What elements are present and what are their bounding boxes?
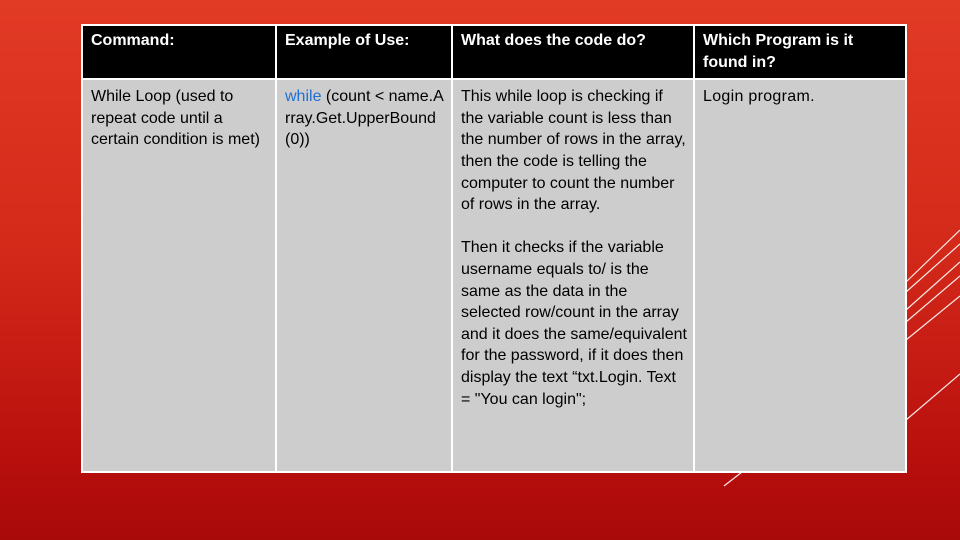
table-row: [82, 79, 906, 472]
description-paragraph-1: This while loop is checking if the variable count is less than the number of rows in the array, then the code is telling the computer to count the number of rows in the array.: [461, 88, 686, 214]
header-which-program: Which Program is it found in?: [694, 25, 906, 79]
cell-command: While Loop (used to repeat code until a certain condition is met): [82, 79, 276, 472]
cell-example-of-use: [276, 79, 452, 472]
table-header-row: [82, 25, 906, 79]
code-keyword: while: [285, 88, 322, 106]
header-command: Command:: [82, 25, 276, 79]
command-table: [81, 24, 907, 473]
description-paragraph-2: Then it checks if the variable username equals to/ is the same as the data in the selected row/count in the array and it does the same/equivalent for the password, if it does then display the text “txt.Login. Text = "You can login";: [461, 239, 687, 408]
header-what-does-code-do: What does the code do?: [452, 25, 694, 79]
code-expression: (count < name.Array.Get.UpperBound(0)): [285, 88, 444, 149]
cell-program: Login program.: [694, 79, 906, 472]
cell-description: [452, 79, 694, 472]
header-example-of-use: Example of Use:: [276, 25, 452, 79]
